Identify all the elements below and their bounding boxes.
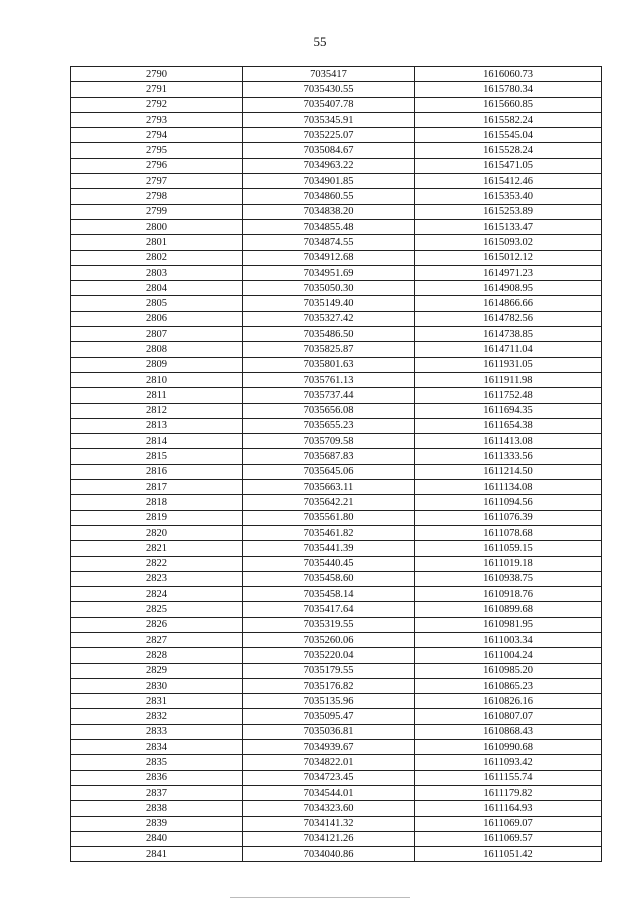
point-number-cell: 2839 (71, 816, 243, 831)
y-coordinate-cell: 1611078.68 (415, 525, 602, 540)
coordinates-table (70, 66, 602, 862)
point-number-cell: 2814 (71, 434, 243, 449)
footer-rule (230, 897, 410, 898)
x-coordinate-cell: 7035084.67 (243, 143, 415, 158)
point-number-cell: 2840 (71, 831, 243, 846)
table-row (71, 785, 602, 800)
point-number-cell: 2827 (71, 632, 243, 647)
table-row (71, 816, 602, 831)
y-coordinate-cell: 1615012.12 (415, 250, 602, 265)
point-number-cell: 2805 (71, 296, 243, 311)
point-number-cell: 2836 (71, 770, 243, 785)
table-row (71, 311, 602, 326)
x-coordinate-cell: 7035687.83 (243, 449, 415, 464)
y-coordinate-cell: 1610985.20 (415, 663, 602, 678)
y-coordinate-cell: 1611214.50 (415, 464, 602, 479)
point-number-cell: 2828 (71, 648, 243, 663)
y-coordinate-cell: 1610826.16 (415, 694, 602, 709)
table-row (71, 250, 602, 265)
table-row (71, 510, 602, 525)
table-row (71, 67, 602, 82)
point-number-cell: 2834 (71, 740, 243, 755)
x-coordinate-cell: 7035220.04 (243, 648, 415, 663)
x-coordinate-cell: 7035050.30 (243, 281, 415, 296)
x-coordinate-cell: 7034323.60 (243, 801, 415, 816)
point-number-cell: 2810 (71, 372, 243, 387)
x-coordinate-cell: 7034963.22 (243, 158, 415, 173)
y-coordinate-cell: 1615660.85 (415, 97, 602, 112)
table-row (71, 602, 602, 617)
y-coordinate-cell: 1615528.24 (415, 143, 602, 158)
x-coordinate-cell: 7035663.11 (243, 480, 415, 495)
x-coordinate-cell: 7035260.06 (243, 632, 415, 647)
point-number-cell: 2821 (71, 541, 243, 556)
x-coordinate-cell: 7034874.55 (243, 235, 415, 250)
point-number-cell: 2794 (71, 128, 243, 143)
x-coordinate-cell: 7035149.40 (243, 296, 415, 311)
x-coordinate-cell: 7034822.01 (243, 755, 415, 770)
x-coordinate-cell: 7034723.45 (243, 770, 415, 785)
x-coordinate-cell: 7035441.39 (243, 541, 415, 556)
x-coordinate-cell: 7035319.55 (243, 617, 415, 632)
y-coordinate-cell: 1611093.42 (415, 755, 602, 770)
table-row (71, 265, 602, 280)
point-number-cell: 2817 (71, 480, 243, 495)
point-number-cell: 2811 (71, 388, 243, 403)
point-number-cell: 2816 (71, 464, 243, 479)
table-row (71, 372, 602, 387)
x-coordinate-cell: 7034912.68 (243, 250, 415, 265)
table-row (71, 740, 602, 755)
x-coordinate-cell: 7035440.45 (243, 556, 415, 571)
table-row (71, 403, 602, 418)
x-coordinate-cell: 7035417 (243, 67, 415, 82)
y-coordinate-cell: 1615780.34 (415, 82, 602, 97)
point-number-cell: 2813 (71, 418, 243, 433)
point-number-cell: 2833 (71, 724, 243, 739)
x-coordinate-cell: 7035430.55 (243, 82, 415, 97)
table-row (71, 709, 602, 724)
y-coordinate-cell: 1611179.82 (415, 785, 602, 800)
y-coordinate-cell: 1611333.56 (415, 449, 602, 464)
y-coordinate-cell: 1615471.05 (415, 158, 602, 173)
x-coordinate-cell: 7035417.64 (243, 602, 415, 617)
table-row (71, 755, 602, 770)
point-number-cell: 2803 (71, 265, 243, 280)
x-coordinate-cell: 7035458.60 (243, 571, 415, 586)
x-coordinate-cell: 7034939.67 (243, 740, 415, 755)
y-coordinate-cell: 1611413.08 (415, 434, 602, 449)
table-row (71, 495, 602, 510)
point-number-cell: 2826 (71, 617, 243, 632)
y-coordinate-cell: 1611019.18 (415, 556, 602, 571)
x-coordinate-cell: 7035345.91 (243, 112, 415, 127)
table-row (71, 327, 602, 342)
y-coordinate-cell: 1614782.56 (415, 311, 602, 326)
y-coordinate-cell: 1615545.04 (415, 128, 602, 143)
table-row (71, 235, 602, 250)
table-row (71, 648, 602, 663)
x-coordinate-cell: 7034855.48 (243, 219, 415, 234)
x-coordinate-cell: 7035135.96 (243, 694, 415, 709)
table-row (71, 296, 602, 311)
y-coordinate-cell: 1615133.47 (415, 219, 602, 234)
x-coordinate-cell: 7035801.63 (243, 357, 415, 372)
point-number-cell: 2830 (71, 678, 243, 693)
point-number-cell: 2804 (71, 281, 243, 296)
y-coordinate-cell: 1611069.57 (415, 831, 602, 846)
x-coordinate-cell: 7035176.82 (243, 678, 415, 693)
y-coordinate-cell: 1611134.08 (415, 480, 602, 495)
y-coordinate-cell: 1611003.34 (415, 632, 602, 647)
table-row (71, 128, 602, 143)
x-coordinate-cell: 7035655.23 (243, 418, 415, 433)
point-number-cell: 2838 (71, 801, 243, 816)
x-coordinate-cell: 7034951.69 (243, 265, 415, 280)
y-coordinate-cell: 1611911.98 (415, 372, 602, 387)
table-row (71, 357, 602, 372)
point-number-cell: 2815 (71, 449, 243, 464)
y-coordinate-cell: 1611051.42 (415, 847, 602, 862)
x-coordinate-cell: 7034544.01 (243, 785, 415, 800)
point-number-cell: 2793 (71, 112, 243, 127)
y-coordinate-cell: 1614711.04 (415, 342, 602, 357)
table-row (71, 801, 602, 816)
x-coordinate-cell: 7035645.06 (243, 464, 415, 479)
table-row (71, 831, 602, 846)
y-coordinate-cell: 1610918.76 (415, 587, 602, 602)
x-coordinate-cell: 7034121.26 (243, 831, 415, 846)
x-coordinate-cell: 7034141.32 (243, 816, 415, 831)
x-coordinate-cell: 7035458.14 (243, 587, 415, 602)
x-coordinate-cell: 7035656.08 (243, 403, 415, 418)
y-coordinate-cell: 1611069.07 (415, 816, 602, 831)
table-row (71, 571, 602, 586)
y-coordinate-cell: 1611694.35 (415, 403, 602, 418)
point-number-cell: 2825 (71, 602, 243, 617)
table-row (71, 678, 602, 693)
y-coordinate-cell: 1615582.24 (415, 112, 602, 127)
y-coordinate-cell: 1610899.68 (415, 602, 602, 617)
y-coordinate-cell: 1610938.75 (415, 571, 602, 586)
point-number-cell: 2829 (71, 663, 243, 678)
point-number-cell: 2820 (71, 525, 243, 540)
point-number-cell: 2823 (71, 571, 243, 586)
coordinates-table-body (71, 67, 602, 862)
point-number-cell: 2800 (71, 219, 243, 234)
table-row (71, 525, 602, 540)
point-number-cell: 2831 (71, 694, 243, 709)
point-number-cell: 2835 (71, 755, 243, 770)
table-row (71, 174, 602, 189)
table-row (71, 434, 602, 449)
x-coordinate-cell: 7035179.55 (243, 663, 415, 678)
y-coordinate-cell: 1610868.43 (415, 724, 602, 739)
point-number-cell: 2819 (71, 510, 243, 525)
point-number-cell: 2798 (71, 189, 243, 204)
y-coordinate-cell: 1614908.95 (415, 281, 602, 296)
y-coordinate-cell: 1611094.56 (415, 495, 602, 510)
x-coordinate-cell: 7034860.55 (243, 189, 415, 204)
y-coordinate-cell: 1610990.68 (415, 740, 602, 755)
table-row (71, 464, 602, 479)
table-row (71, 219, 602, 234)
point-number-cell: 2795 (71, 143, 243, 158)
point-number-cell: 2818 (71, 495, 243, 510)
table-row (71, 418, 602, 433)
table-row (71, 663, 602, 678)
y-coordinate-cell: 1614866.66 (415, 296, 602, 311)
y-coordinate-cell: 1610807.07 (415, 709, 602, 724)
y-coordinate-cell: 1614971.23 (415, 265, 602, 280)
x-coordinate-cell: 7035561.80 (243, 510, 415, 525)
point-number-cell: 2801 (71, 235, 243, 250)
point-number-cell: 2809 (71, 357, 243, 372)
x-coordinate-cell: 7035737.44 (243, 388, 415, 403)
x-coordinate-cell: 7035327.42 (243, 311, 415, 326)
y-coordinate-cell: 1611076.39 (415, 510, 602, 525)
point-number-cell: 2802 (71, 250, 243, 265)
y-coordinate-cell: 1610981.95 (415, 617, 602, 632)
point-number-cell: 2841 (71, 847, 243, 862)
x-coordinate-cell: 7035761.13 (243, 372, 415, 387)
table-row (71, 204, 602, 219)
y-coordinate-cell: 1615412.46 (415, 174, 602, 189)
table-row (71, 694, 602, 709)
x-coordinate-cell: 7035486.50 (243, 327, 415, 342)
point-number-cell: 2799 (71, 204, 243, 219)
x-coordinate-cell: 7035642.21 (243, 495, 415, 510)
y-coordinate-cell: 1611931.05 (415, 357, 602, 372)
table-row (71, 82, 602, 97)
y-coordinate-cell: 1611654.38 (415, 418, 602, 433)
x-coordinate-cell: 7034040.86 (243, 847, 415, 862)
x-coordinate-cell: 7035709.58 (243, 434, 415, 449)
y-coordinate-cell: 1611752.48 (415, 388, 602, 403)
x-coordinate-cell: 7035095.47 (243, 709, 415, 724)
table-row (71, 112, 602, 127)
point-number-cell: 2796 (71, 158, 243, 173)
table-row (71, 97, 602, 112)
point-number-cell: 2824 (71, 587, 243, 602)
x-coordinate-cell: 7035036.81 (243, 724, 415, 739)
point-number-cell: 2832 (71, 709, 243, 724)
y-coordinate-cell: 1615093.02 (415, 235, 602, 250)
point-number-cell: 2807 (71, 327, 243, 342)
y-coordinate-cell: 1616060.73 (415, 67, 602, 82)
table-row (71, 541, 602, 556)
point-number-cell: 2822 (71, 556, 243, 571)
x-coordinate-cell: 7035225.07 (243, 128, 415, 143)
table-row (71, 847, 602, 862)
point-number-cell: 2806 (71, 311, 243, 326)
table-row (71, 388, 602, 403)
y-coordinate-cell: 1615253.89 (415, 204, 602, 219)
table-row (71, 617, 602, 632)
table-row (71, 724, 602, 739)
y-coordinate-cell: 1611004.24 (415, 648, 602, 663)
point-number-cell: 2791 (71, 82, 243, 97)
table-row (71, 449, 602, 464)
y-coordinate-cell: 1611059.15 (415, 541, 602, 556)
point-number-cell: 2812 (71, 403, 243, 418)
point-number-cell: 2837 (71, 785, 243, 800)
x-coordinate-cell: 7034838.20 (243, 204, 415, 219)
y-coordinate-cell: 1614738.85 (415, 327, 602, 342)
x-coordinate-cell: 7034901.85 (243, 174, 415, 189)
table-row (71, 143, 602, 158)
page-number: 55 (313, 34, 327, 49)
x-coordinate-cell: 7035461.82 (243, 525, 415, 540)
table-row (71, 480, 602, 495)
point-number-cell: 2797 (71, 174, 243, 189)
table-row (71, 189, 602, 204)
table-row (71, 281, 602, 296)
table-row (71, 770, 602, 785)
y-coordinate-cell: 1611155.74 (415, 770, 602, 785)
table-row (71, 158, 602, 173)
point-number-cell: 2790 (71, 67, 243, 82)
point-number-cell: 2792 (71, 97, 243, 112)
x-coordinate-cell: 7035825.87 (243, 342, 415, 357)
y-coordinate-cell: 1610865.23 (415, 678, 602, 693)
table-row (71, 632, 602, 647)
y-coordinate-cell: 1615353.40 (415, 189, 602, 204)
x-coordinate-cell: 7035407.78 (243, 97, 415, 112)
table-row (71, 342, 602, 357)
y-coordinate-cell: 1611164.93 (415, 801, 602, 816)
table-row (71, 556, 602, 571)
table-row (71, 587, 602, 602)
point-number-cell: 2808 (71, 342, 243, 357)
